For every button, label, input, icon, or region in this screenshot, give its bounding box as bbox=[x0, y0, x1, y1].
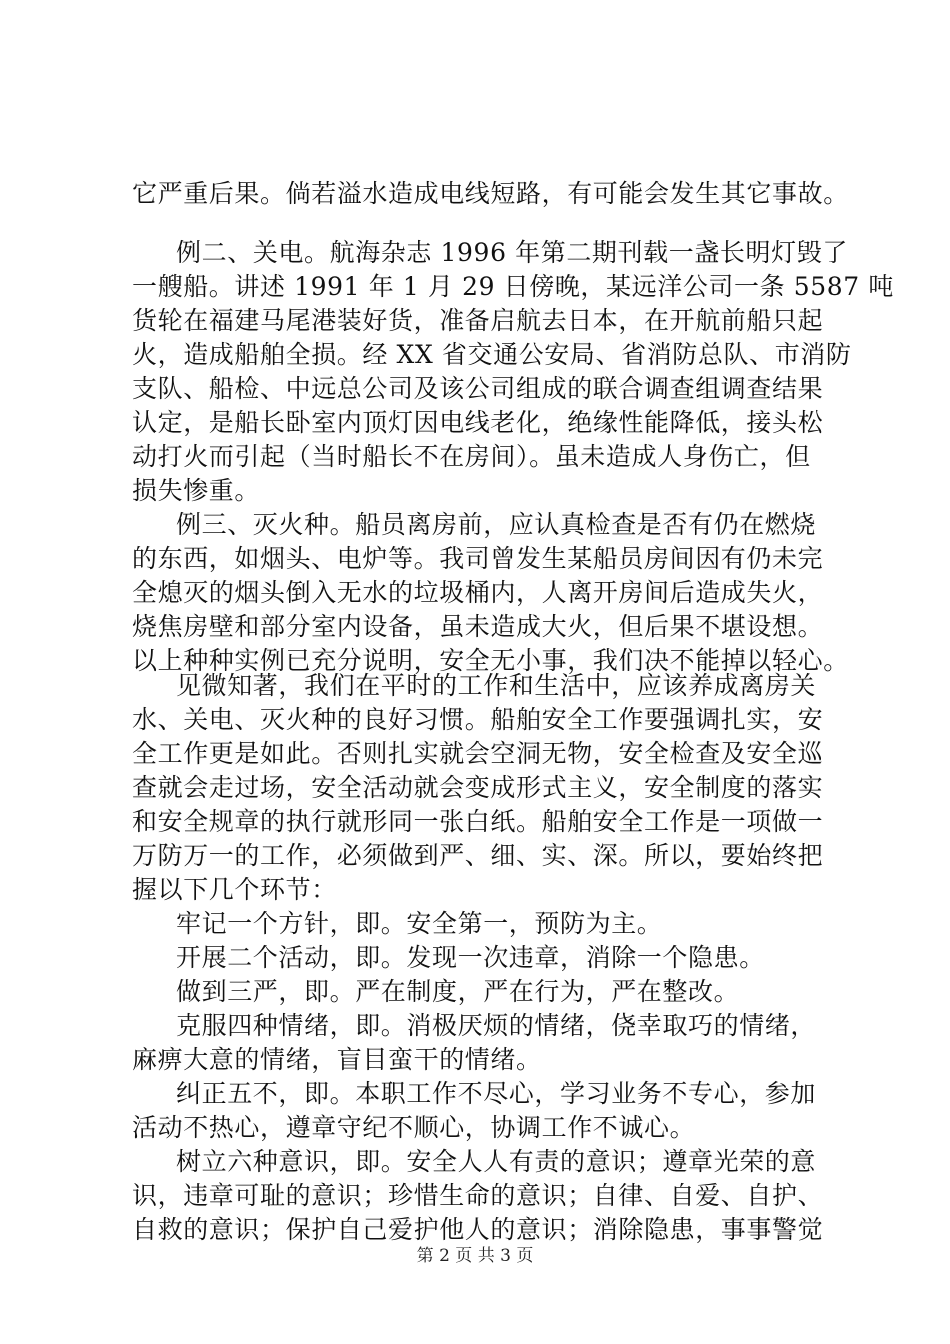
text-line: 它严重后果。倘若溢水造成电线短路，有可能会发生其它事故。 bbox=[132, 179, 849, 208]
text-line: 烧焦房壁和部分室内设备，虽未造成大火，但后果不堪设想。 bbox=[132, 612, 824, 641]
page-footer: 第 2 页 共 3 页 bbox=[416, 1246, 534, 1266]
text-line: 损失惨重。 bbox=[132, 476, 261, 505]
text-line: 全熄灭的烟头倒入无水的垃圾桶内，人离开房间后造成失火， bbox=[132, 578, 824, 607]
text-line: 树立六种意识，即。安全人人有责的意识；遵章光荣的意 bbox=[176, 1147, 817, 1176]
text-line: 握以下几个环节： bbox=[132, 875, 337, 904]
text-line: 水、关电、灭火种的良好习惯。船舶安全工作要强调扎实，安 bbox=[132, 705, 824, 734]
text-line: 开展二个活动，即。发现一次违章，消除一个隐患。 bbox=[176, 943, 765, 972]
text-line: 认定，是船长卧室内顶灯因电线老化，绝缘性能降低，接头松 bbox=[132, 408, 824, 437]
text-line: 动打火而引起（当时船长不在房间）。虽未造成人身伤亡，但 bbox=[132, 442, 811, 471]
text-line: 麻痹大意的情绪，盲目蛮干的情绪。 bbox=[132, 1045, 542, 1074]
text-line: 例三、灭火种。船员离房前，应认真检查是否有仍在燃烧 bbox=[176, 510, 817, 539]
text-line: 活动不热心，遵章守纪不顺心，协调工作不诚心。 bbox=[132, 1113, 696, 1142]
text-line: 查就会走过场，安全活动就会变成形式主义，安全制度的落实 bbox=[132, 773, 824, 802]
text-line: 火，造成船舶全损。经 XX 省交通公安局、省消防总队、市消防 bbox=[132, 340, 852, 369]
text-line: 一艘船。讲述 1991 年 1 月 29 日傍晚，某远洋公司一条 5587 吨 bbox=[132, 272, 894, 301]
text-line: 识，违章可耻的意识；珍惜生命的意识；自律、自爱、自护、 bbox=[132, 1181, 824, 1210]
text-line: 自救的意识；保护自己爱护他人的意识；消除隐患，事事警觉 bbox=[132, 1215, 824, 1244]
text-line: 的东西，如烟头、电炉等。我司曾发生某船员房间因有仍未完 bbox=[132, 544, 824, 573]
text-line: 和安全规章的执行就形同一张白纸。船舶安全工作是一项做一 bbox=[132, 807, 824, 836]
text-line: 支队、船检、中远总公司及该公司组成的联合调查组调查结果 bbox=[132, 374, 824, 403]
text-line: 货轮在福建马尾港装好货，准备启航去日本，在开航前船只起 bbox=[132, 306, 824, 335]
text-line: 克服四种情绪，即。消极厌烦的情绪，侥幸取巧的情绪， bbox=[176, 1011, 817, 1040]
text-line: 纠正五不，即。本职工作不尽心，学习业务不专心，参加 bbox=[176, 1079, 817, 1108]
text-line: 牢记一个方针，即。安全第一，预防为主。 bbox=[176, 909, 663, 938]
text-line: 做到三严，即。严在制度，严在行为，严在整改。 bbox=[176, 977, 740, 1006]
text-line: 见微知著，我们在平时的工作和生活中，应该养成离房关 bbox=[176, 671, 817, 700]
text-line: 万防万一的工作，必须做到严、细、实、深。所以，要始终把 bbox=[132, 841, 824, 870]
text-line: 以上种种实例已充分说明，安全无小事，我们决不能掉以轻心。 bbox=[132, 646, 849, 675]
text-line: 全工作更是如此。否则扎实就会空洞无物，安全检查及安全巡 bbox=[132, 739, 824, 768]
text-line: 例二、关电。航海杂志 1996 年第二期刊载一盏长明灯毁了 bbox=[176, 238, 848, 267]
